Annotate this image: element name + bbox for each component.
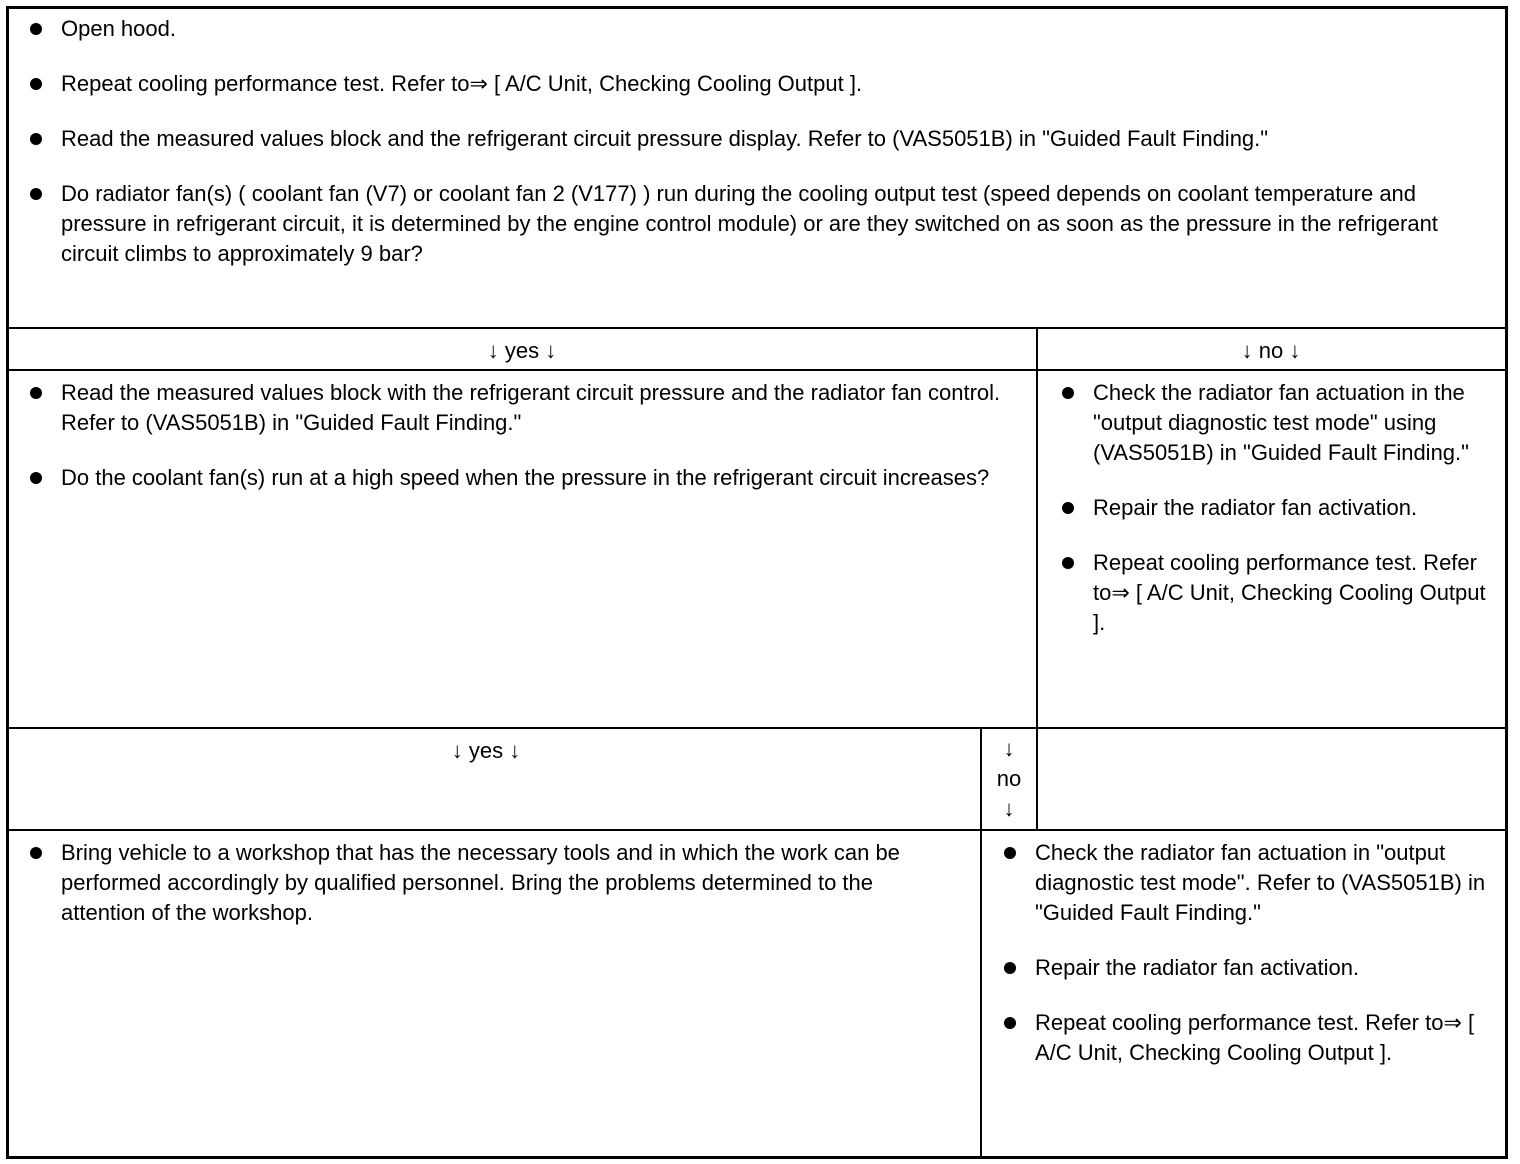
yes-label: ↓ yes ↓ [487, 338, 557, 363]
no-label: ↓ no ↓ [1241, 338, 1301, 363]
yes-steps-2 [6, 838, 906, 953]
step: Repeat cooling performance test. Refer to⇒ [ A/C Unit, Checking Cooling Output ]. [1038, 548, 1493, 638]
step: Do radiator fan(s) ( coolant fan (V7) or coolant fan 2 (V177) ) run during the cooling output test (speed depends on coolant temperature and pressure in refrigerant circuit, it is determined by the engine control module) or are they switched on as soon as the pressure in the refrigerant circuit climbs to approximately 9 bar? [6, 179, 1486, 269]
step: Open hood. [6, 14, 1486, 44]
step: Check the radiator fan actuation in the "output diagnostic test mode" using (VAS5051B) in "Guided Fault Finding." [1038, 378, 1493, 468]
no-steps [1038, 378, 1493, 663]
yes-steps [6, 378, 1016, 518]
step: Repeat cooling performance test. Refer to⇒ [ A/C Unit, Checking Cooling Output ]. [6, 69, 1486, 99]
step: Repair the radiator fan activation. [1038, 493, 1493, 523]
no-text: no [996, 766, 1022, 791]
no-steps-2 [980, 838, 1490, 1093]
divider [6, 369, 1506, 371]
no-label-2 [982, 734, 1036, 824]
arrow-down-icon: ↓ [1003, 736, 1015, 761]
step: Read the measured values block with the refrigerant circuit pressure and the radiator fan control. Refer to (VAS5051B) in "Guided Fault Finding." [6, 378, 1016, 438]
step: Do the coolant fan(s) run at a high speed when the pressure in the refrigerant circuit increases? [6, 463, 1016, 493]
step: Repeat cooling performance test. Refer to⇒ [ A/C Unit, Checking Cooling Output ]. [980, 1008, 1490, 1068]
arrow-down-icon: ↓ [1003, 796, 1015, 821]
step: Read the measured values block and the refrigerant circuit pressure display. Refer to (VAS5051B) in "Guided Fault Finding." [6, 124, 1486, 154]
divider [6, 829, 1506, 831]
step: Repair the radiator fan activation. [980, 953, 1490, 983]
step: Bring vehicle to a workshop that has the necessary tools and in which the work can be performed accordingly by qualified personnel. Bring the problems determined to the attention of the workshop. [6, 838, 906, 928]
step: Check the radiator fan actuation in "output diagnostic test mode". Refer to (VAS5051B) in "Guided Fault Finding." [980, 838, 1490, 928]
top-steps [6, 14, 1486, 294]
divider [6, 327, 1506, 329]
yes-label-2: ↓ yes ↓ [451, 738, 521, 763]
divider [6, 727, 1506, 729]
